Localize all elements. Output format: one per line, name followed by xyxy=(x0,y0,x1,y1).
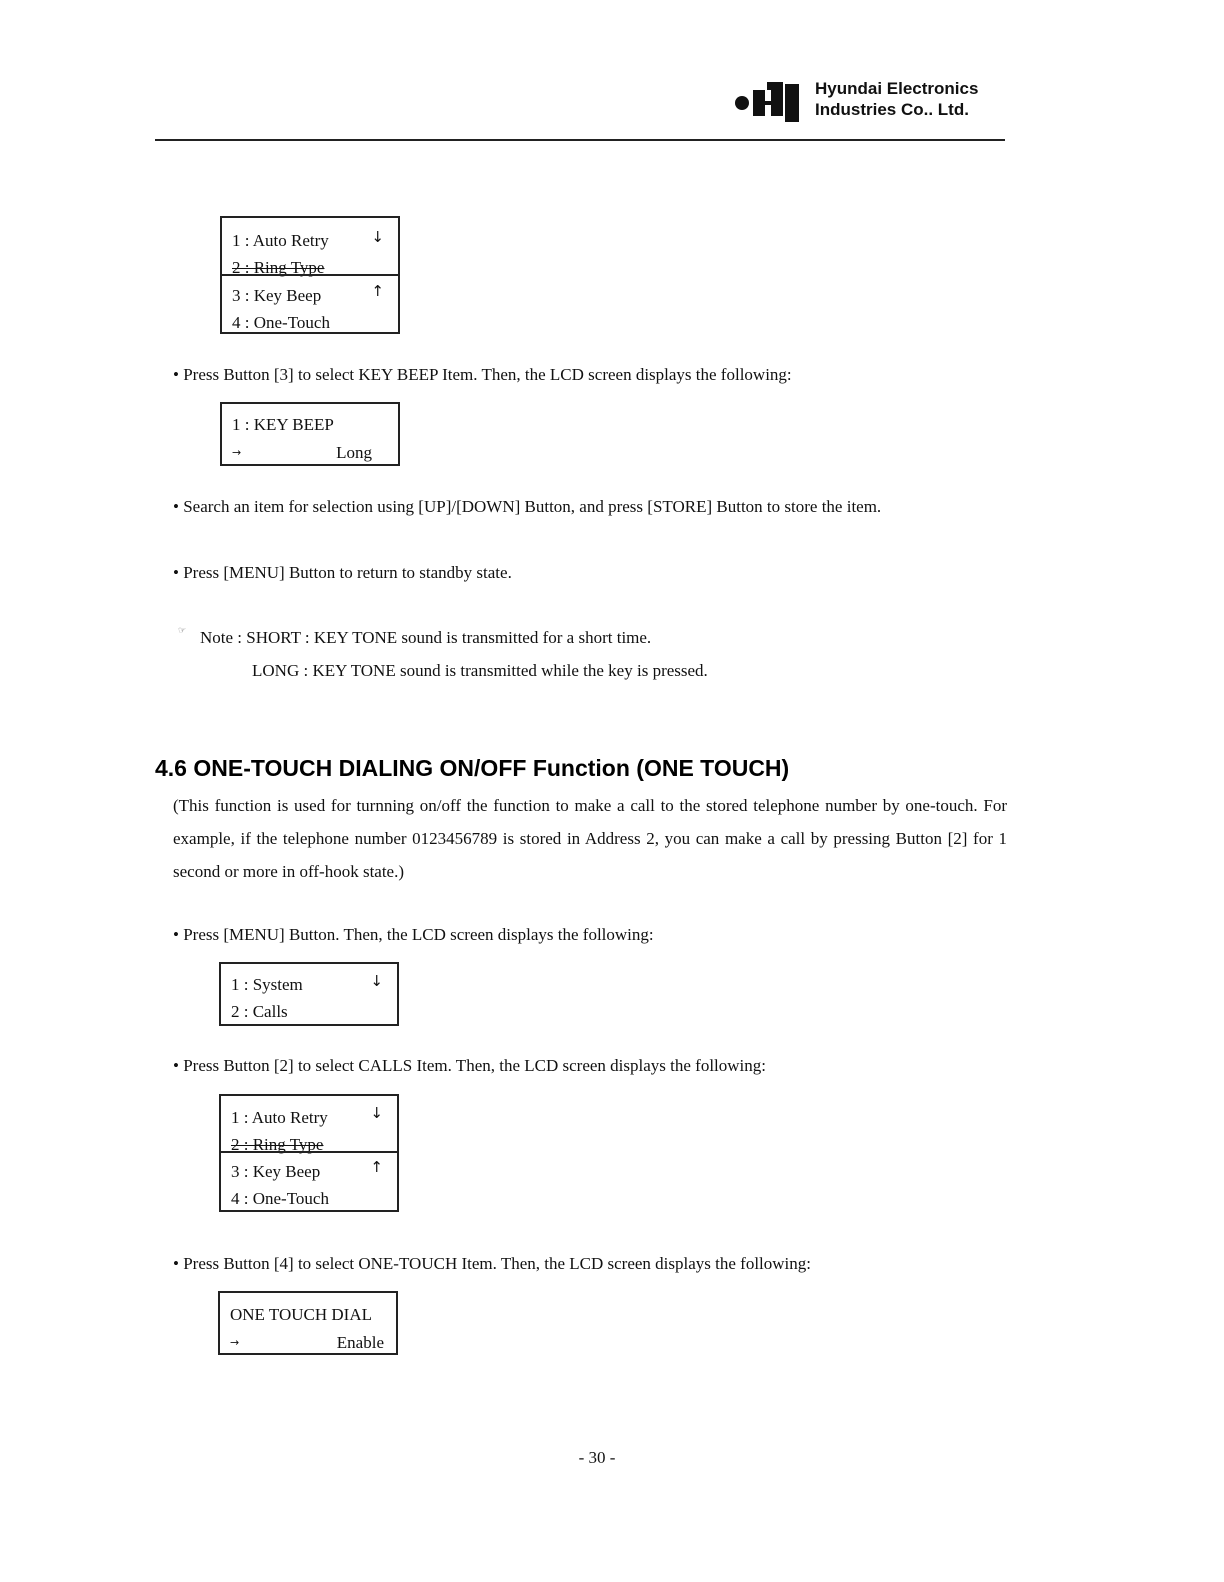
down-arrow-icon: ↓ xyxy=(371,228,384,246)
lcd-divider xyxy=(221,1151,397,1153)
lcd-row-ring-type: 2 : Ring Type xyxy=(232,258,325,277)
lcd-row-ring-type: 2 : Ring Type xyxy=(231,1135,324,1154)
company-name-line2: Industries Co.. Ltd. xyxy=(815,100,969,119)
section-heading: 4.6 ONE-TOUCH DIALING ON/OFF Function (ONE TOUCH) xyxy=(155,755,790,781)
lcd-row-one-touch: 4 : One-Touch xyxy=(232,313,330,332)
down-arrow-icon: ↓ xyxy=(370,972,383,990)
lcd-row-key-beep: 3 : Key Beep xyxy=(232,286,322,305)
up-arrow-icon: ↑ xyxy=(370,1158,383,1176)
lcd-row-system: 1 : System xyxy=(231,975,303,994)
company-name-line1: Hyundai Electronics xyxy=(815,79,979,98)
section-paragraph: (This function is used for turnning on/off the function to make a call to the stored telephone number by one-touch. For example, if the telephone number 0123456789 is stored in Address 2, you can make a call by pressing Button [2] for 1 second or more in off-hook state.) xyxy=(173,796,1007,881)
right-arrow-icon: → xyxy=(230,1336,240,1349)
lcd-one-touch-value: Enable xyxy=(336,1333,384,1352)
step-one-touch: • Press Button [4] to select ONE-TOUCH Item. Then, the LCD screen displays the following: xyxy=(173,1254,811,1273)
down-arrow-icon: ↓ xyxy=(370,1104,383,1122)
step-menu-return: • Press [MENU] Button to return to standby state. xyxy=(173,563,512,582)
header-rule xyxy=(155,139,1005,141)
lcd-one-touch-value-row xyxy=(230,1329,386,1356)
lcd-key-beep xyxy=(220,402,400,466)
lcd-key-beep-value: Long xyxy=(336,443,372,462)
lcd-row-one-touch: 4 : One-Touch xyxy=(231,1189,329,1208)
note-line1: Note : SHORT : KEY TONE sound is transmitted for a short time. xyxy=(200,628,652,647)
lcd-calls-menu xyxy=(220,216,400,334)
up-arrow-icon: ↑ xyxy=(371,282,384,300)
lcd-one-touch-title: ONE TOUCH DIAL xyxy=(230,1305,372,1324)
note-line2: LONG : KEY TONE sound is transmitted while the key is pressed. xyxy=(252,661,708,680)
note-pointer-icon: ☞ xyxy=(178,626,187,636)
page-number: - 30 - xyxy=(578,1448,616,1467)
lcd-row-calls: 2 : Calls xyxy=(231,1002,288,1021)
lcd-row-auto-retry: 1 : Auto Retry xyxy=(232,231,329,250)
lcd-key-beep-value-row xyxy=(232,439,388,466)
step-calls: • Press Button [2] to select CALLS Item. Then, the LCD screen displays the following: xyxy=(173,1056,766,1075)
company-logo xyxy=(733,82,801,124)
lcd-one-touch xyxy=(218,1291,398,1355)
lcd-row-key-beep: 3 : Key Beep xyxy=(231,1162,321,1181)
step-search: • Search an item for selection using [UP]/[DOWN] Button, and press [STORE] Button to store the item. xyxy=(173,497,882,516)
step-press-menu: • Press [MENU] Button. Then, the LCD screen displays the following: xyxy=(173,925,654,944)
lcd-main-menu xyxy=(219,962,399,1026)
lcd-key-beep-title: 1 : KEY BEEP xyxy=(232,415,334,434)
lcd-divider xyxy=(222,274,398,276)
right-arrow-icon: → xyxy=(232,446,242,459)
step-key-beep: • Press Button [3] to select KEY BEEP Item. Then, the LCD screen displays the following: xyxy=(173,365,792,384)
lcd-calls-menu-2 xyxy=(219,1094,399,1212)
lcd-row-auto-retry: 1 : Auto Retry xyxy=(231,1108,328,1127)
company-name xyxy=(815,78,978,120)
